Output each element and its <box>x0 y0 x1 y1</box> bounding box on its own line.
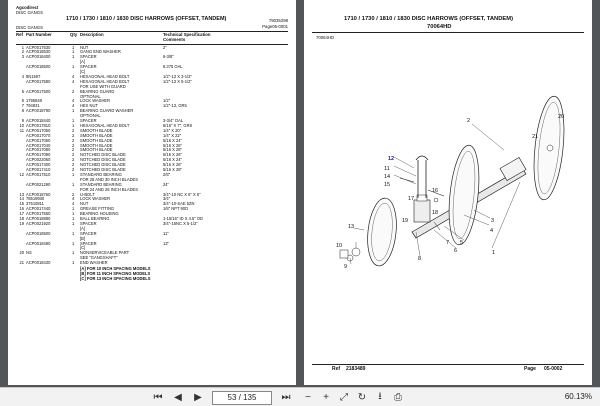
row-description: GANG END WASHER <box>80 49 121 55</box>
col-comments: Comments <box>163 37 186 42</box>
row-description: SPACER <box>80 240 97 246</box>
row-ref: 11 <box>19 127 24 133</box>
row-part-number: ACP0017080 <box>26 147 51 153</box>
row-spec: 13" <box>163 240 170 246</box>
row-ref: 2 <box>21 49 24 55</box>
callout-7: 7 <box>446 240 450 246</box>
row-description: NUT <box>80 44 89 50</box>
callout-18: 18 <box>432 210 439 216</box>
last-page-icon[interactable]: ⏭ <box>281 391 291 403</box>
row-qty: 2 <box>72 142 75 148</box>
callout-13: 13 <box>348 224 355 230</box>
zoom-level[interactable]: 60.13% <box>564 392 592 401</box>
row-description: NONSERVICEABLE PART <box>80 250 130 256</box>
row-ref: 17 <box>19 211 24 217</box>
row-ref: 9 <box>21 118 24 123</box>
callout-1: 1 <box>492 250 496 256</box>
row-qty: 2 <box>72 191 75 197</box>
row-description: [B] <box>80 235 86 241</box>
row-description: NOTCHED DISC BLADE <box>80 152 126 158</box>
row-part-number: 78519930 <box>26 196 45 202</box>
row-part-number: ACP0018440 <box>26 118 51 123</box>
row-ref: 15 <box>19 201 24 207</box>
row-description: SPACER <box>80 64 97 70</box>
row-part-number: ACP0017560 <box>26 211 51 217</box>
row-ref: 10 <box>19 122 24 128</box>
row-spec: 1/2"-13 X 5-1/2" <box>163 78 192 84</box>
row-qty: 1 <box>72 118 75 123</box>
row-part-number: ACP0018500 <box>26 64 51 70</box>
row-description: SPACER <box>80 230 97 236</box>
row-part-number: 794831 <box>26 103 40 109</box>
row-description: FOR USE WITH GUARD <box>80 83 126 89</box>
callout-11: 11 <box>384 166 390 172</box>
callout-8: 8 <box>418 256 422 262</box>
row-spec: 1/8" NPT 90D <box>163 206 189 212</box>
col-ref: Ref <box>16 32 23 37</box>
row-spec: 1-15/16" ID X 4.5" OD <box>163 216 203 221</box>
row-part-number: ACP0017060 <box>26 137 51 143</box>
row-description: SMOOTH BLADE <box>80 132 113 138</box>
row-qty: 1 <box>72 230 75 236</box>
section-label: DISC GANGS <box>16 25 43 30</box>
row-qty: 1 <box>72 211 75 217</box>
row-ref: 19 <box>19 220 24 226</box>
row-description: [C] <box>80 69 86 74</box>
row-qty: 1 <box>72 122 75 128</box>
row-qty: 4 <box>72 78 75 84</box>
page-title: 1710 / 1730 / 1810 / 1830 DISC HARROWS (OFFSET, TANDEM) <box>66 16 227 22</box>
row-qty: 4 <box>72 196 75 202</box>
row-spec: 5/16 X 26" <box>163 152 182 158</box>
col-desc: Description <box>80 32 104 37</box>
row-description: HEXAGONAL HEAD BOLT <box>80 73 130 79</box>
row-qty: 2 <box>72 162 75 168</box>
callout-9: 9 <box>344 264 348 270</box>
disc-blade-front <box>365 197 400 268</box>
row-description: BEARING HOUSING <box>80 211 119 217</box>
row-description: HEXAGONAL HEAD BOLT <box>80 78 130 84</box>
callout-10: 10 <box>336 243 343 249</box>
row-part-number: 1795848 <box>26 98 42 104</box>
row-part-number: ACP0017410 <box>26 167 51 172</box>
row-spec: 3-3/4" OAL <box>163 118 184 123</box>
columns-rule <box>16 44 288 45</box>
row-description: STANDARD BEARING <box>80 171 122 177</box>
row-qty: 2 <box>72 152 75 158</box>
row-qty: 1 <box>72 250 75 256</box>
callout-15: 15 <box>384 182 391 188</box>
row-part-number: ACP0018490 <box>26 240 51 246</box>
row-part-number: 37510811 <box>26 201 44 207</box>
row-part-number: ACP0022060 <box>26 157 51 163</box>
row-description: SMOOTH BLADE <box>80 147 113 153</box>
row-qty: 1 <box>72 44 75 50</box>
row-description: BALL BEARING <box>80 216 110 221</box>
row-description: [A] <box>80 59 86 65</box>
row-qty: 1 <box>72 49 75 55</box>
callout-14: 14 <box>384 174 391 180</box>
callout-19: 19 <box>402 218 409 224</box>
page-indicator[interactable]: 53 / 135 <box>212 391 272 405</box>
header-rule <box>16 31 288 32</box>
col-qty: Qty <box>70 32 78 37</box>
row-spec: 1/2" <box>163 98 171 104</box>
footer-rule <box>312 364 584 365</box>
spacing-note: [A] FOR 10 INCH SPACING MODELS <box>80 266 151 271</box>
row-ref: 5 <box>21 88 24 94</box>
col-spec: Technical Specification <box>163 32 211 37</box>
row-spec: 3/4"-10 NC X 6" X 6" <box>163 191 201 197</box>
viewer-toolbar <box>0 387 600 406</box>
exploded-diagram <box>304 0 592 385</box>
row-description: LOCK WASHER <box>80 98 111 104</box>
callout-6: 6 <box>454 248 458 254</box>
row-spec: 5/16 X 26" <box>163 162 182 168</box>
row-description: [C] <box>80 245 86 251</box>
row-qty: 2 <box>72 147 75 153</box>
corner-title: Agcodirect <box>16 5 39 10</box>
zoom-out-icon[interactable]: − <box>305 391 311 403</box>
row-spec: 24" <box>163 181 170 187</box>
row-description: SPACER <box>80 54 97 60</box>
row-part-number: ACP0018880 <box>26 216 51 221</box>
row-qty: 1 <box>72 64 75 70</box>
row-qty: 2 <box>72 167 75 172</box>
row-qty: 1 <box>72 260 75 266</box>
row-spec: 3/4"-10-SAE 5ZN <box>163 201 195 207</box>
row-spec: 5/16" X 7", GR8 <box>163 122 192 128</box>
row-spec: 2/8" <box>163 171 171 177</box>
parts-list-page <box>8 0 296 385</box>
callout-20: 20 <box>558 114 565 120</box>
row-spec: 5/16 X 24" <box>163 157 182 163</box>
row-description: OPTIONAL <box>80 93 101 99</box>
row-qty: 2 <box>72 137 75 143</box>
row-part-number: NS <box>26 250 32 256</box>
row-spec: 11" <box>163 230 169 236</box>
row-description: END WASHER <box>80 260 108 266</box>
row-qty: 1 <box>72 181 75 187</box>
row-ref: 20 <box>19 250 24 256</box>
row-ref: 13 <box>19 191 24 197</box>
row-part-number: ACP0017500 <box>26 88 51 94</box>
callout-2: 2 <box>467 118 471 124</box>
row-spec: 5/16 X 26" <box>163 142 182 148</box>
row-description: BEARING GUARD WASHER <box>80 108 134 114</box>
callout-16: 16 <box>432 188 439 194</box>
callout-4: 4 <box>490 228 494 234</box>
row-description: SMOOTH BLADE <box>80 142 113 148</box>
row-description: SMOOTH BLADE <box>80 137 113 143</box>
row-description: FOR 28 AND 30 INCH BLADES <box>80 176 139 182</box>
row-description: HEXAGONAL HEAD BOLT <box>80 122 130 128</box>
row-qty: 4 <box>72 73 75 79</box>
row-part-number: ACP0017530 <box>26 44 51 50</box>
row-description: SEE "GANGSHAFT" <box>80 255 118 261</box>
page-ref: Page05-0001 <box>262 24 288 29</box>
row-part-number: ACP0017070 <box>26 132 51 138</box>
row-qty: 1 <box>72 216 75 221</box>
row-description: U-BOLT <box>80 191 95 197</box>
row-part-number: ACP0017040 <box>26 142 51 148</box>
row-part-number: ACP0021920 <box>26 220 51 226</box>
spacing-note: [C] FOR 13 INCH SPACING MODELS <box>80 275 151 281</box>
row-description: HEX NUT <box>80 103 98 109</box>
rotate-icon[interactable]: ↻ <box>357 391 367 403</box>
row-spec: 5/16 X 24" <box>163 137 182 143</box>
row-part-number: ACP0018430 <box>26 260 51 266</box>
print-icon[interactable]: ⎙ <box>394 391 402 403</box>
callout-3: 3 <box>491 218 495 224</box>
row-ref: 18 <box>19 216 24 221</box>
download-icon[interactable]: ⭳ <box>378 390 382 402</box>
row-spec: 3/4" <box>163 196 171 202</box>
row-ref: 16 <box>19 206 24 212</box>
diagram-page-code: 70064HD <box>427 24 452 30</box>
row-part-number: ACP0017400 <box>26 162 51 168</box>
fit-page-icon[interactable]: ⤢ <box>340 391 348 403</box>
callout-5: 5 <box>460 240 464 246</box>
row-qty: 2 <box>72 88 75 94</box>
row-description: GREASE FITTING <box>80 206 115 212</box>
callout-17: 17 <box>408 196 415 202</box>
col-part: Part Number <box>26 32 52 37</box>
callout-12: 12 <box>388 156 395 162</box>
row-spec: 1/2"-13 X 3-1/2" <box>163 73 192 79</box>
row-description: [A] <box>80 225 86 231</box>
row-part-number: ACP0018530 <box>26 49 51 55</box>
row-description: NOTCHED DISC BLADE <box>80 162 126 168</box>
row-ref: 6 <box>21 98 24 104</box>
row-spec: 2" <box>163 44 167 50</box>
row-qty: 4 <box>72 98 75 104</box>
doc-code: 79035298 <box>268 18 288 23</box>
row-ref: 21 <box>19 260 24 266</box>
row-part-number: ACP0018760 <box>26 191 51 197</box>
footer-page-value: 05-0002 <box>544 366 563 372</box>
row-description: SMOOTH BLADE <box>80 127 113 133</box>
diagram-page <box>304 0 592 385</box>
row-ref: 3 <box>21 54 24 60</box>
row-qty: 1 <box>72 206 75 212</box>
row-spec: 3/4"-16NC X 5-1/2" <box>163 220 198 226</box>
row-part-number: ACP0021290 <box>26 181 51 187</box>
row-qty: 4 <box>72 103 75 109</box>
corner-subtitle: DISC GANGS <box>16 10 43 15</box>
diagram-page-title: 1710 / 1730 / 1810 / 1830 DISC HARROWS (OFFSET, TANDEM) <box>344 16 514 22</box>
row-qty: 1 <box>72 54 75 60</box>
row-ref: 12 <box>19 171 24 177</box>
row-spec: 6-3/8" <box>163 54 174 60</box>
row-spec: 8.375 OAL <box>163 64 183 70</box>
spacer-rear <box>500 157 526 180</box>
row-spec: 1/4" X 22" <box>163 132 182 138</box>
row-part-number: ACP0017440 <box>26 206 51 212</box>
disc-blade-rear <box>530 95 569 201</box>
row-description: FOR 24 AND 26 INCH BLADES <box>80 186 139 192</box>
row-qty: 2 <box>72 132 75 138</box>
row-description: SPACER <box>80 118 97 123</box>
row-ref: 14 <box>19 196 24 202</box>
row-ref: 1 <box>21 44 24 50</box>
row-part-number: ACP0017510 <box>26 171 51 177</box>
row-part-number: ACP0018400 <box>26 54 51 60</box>
callout-21: 21 <box>532 134 539 140</box>
row-spec: 1/4" X 20" <box>163 127 182 133</box>
row-qty: 4 <box>72 201 75 207</box>
row-part-number: ACP0017580 <box>26 78 51 84</box>
row-ref: 4 <box>21 73 24 79</box>
row-part-number: ACP0017810 <box>26 122 51 128</box>
row-qty: 1 <box>72 171 75 177</box>
row-qty: 1 <box>72 240 75 246</box>
row-spec: 5/16 X 28" <box>163 167 182 172</box>
row-part-number: ACP0018500 <box>26 230 51 236</box>
row-qty: 1 <box>72 220 75 226</box>
row-description: NOTCHED DISC BLADE <box>80 167 126 172</box>
row-ref: 7 <box>21 103 24 109</box>
row-description: SPACER <box>80 220 97 226</box>
row-description: OPTIONAL <box>80 113 101 119</box>
row-qty: 1 <box>72 108 75 114</box>
row-qty: 2 <box>72 157 75 163</box>
footer-ref-value: 2183489 <box>346 366 366 372</box>
row-description: STANDARD BEARING <box>80 181 122 187</box>
row-spec: 1/2"-13, GR5 <box>163 103 187 109</box>
row-part-number: ACP0017090 <box>26 152 51 158</box>
footer-ref-label: Ref <box>332 366 341 372</box>
previous-page-icon[interactable]: ◀ <box>174 391 182 403</box>
spacing-note: [B] FOR 11 INCH SPACING MODELS <box>80 270 151 276</box>
zoom-in-icon[interactable]: + <box>323 391 329 403</box>
row-description: BEARING GUARD <box>80 88 115 94</box>
footer-page-label: Page <box>524 366 536 372</box>
row-part-number: ACP0017050 <box>26 127 51 133</box>
image-code: 70064HD <box>316 35 335 40</box>
table-row <box>8 261 296 266</box>
row-description: NUT <box>80 201 89 207</box>
row-qty: 2 <box>72 127 75 133</box>
row-spec: 5/16 X 28" <box>163 147 182 153</box>
row-description: LOCK WASHER <box>80 196 111 202</box>
row-part-number: ACP0018790 <box>26 108 51 114</box>
row-description: NOTCHED DISC BLADE <box>80 157 126 163</box>
row-part-number: 8N1597 <box>26 73 41 79</box>
next-page-icon[interactable]: ▶ <box>194 391 202 403</box>
row-ref: 8 <box>21 108 24 114</box>
first-page-icon[interactable]: ⏮ <box>153 391 163 403</box>
